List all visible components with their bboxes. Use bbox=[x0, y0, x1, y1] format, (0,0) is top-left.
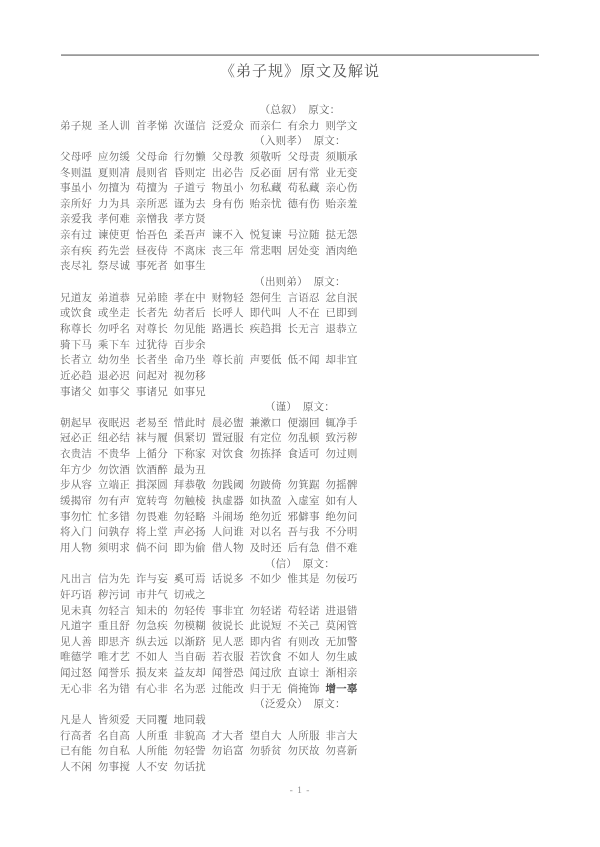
text-line: 人不闲 勿事搅 人不安 勿话扰 bbox=[60, 761, 206, 773]
section-header: （出则弟） 原文： bbox=[254, 277, 346, 289]
section-header: （信） 原文： bbox=[264, 558, 336, 570]
text-line: 冠必正 纽必结 袜与履 俱紧切 置冠服 有定位 勿乱顿 致污秽 bbox=[60, 433, 358, 445]
text-line: 亲有疾 药先尝 昼夜侍 不离床 丧三年 常悲咽 居处变 酒肉绝 bbox=[60, 245, 358, 257]
text-line: 丧尽礼 祭尽诚 事死者 如事生 bbox=[60, 261, 206, 273]
text-line: 事虽小 勿擅为 苟擅为 子道亏 物虽小 勿私藏 苟私藏 亲心伤 bbox=[60, 183, 358, 195]
emphasized-phrase: 增一辜 bbox=[325, 683, 358, 695]
text-line: 行高者 名自高 人所重 非貌高 才大者 望自大 人所服 非言大 bbox=[60, 730, 358, 742]
text-line: 近必趋 退必迟 问起对 视勿移 bbox=[60, 370, 206, 382]
section-header: （谨） 原文： bbox=[264, 402, 336, 414]
text-line: 事诸父 如事父 事诸兄 如事兄 bbox=[60, 386, 206, 398]
text-line: 事勿忙 忙多错 勿畏难 勿轻略 斗闹场 绝勿近 邪僻事 绝勿问 bbox=[60, 511, 358, 523]
text-line: 凡道字 重且舒 勿急疾 勿模糊 彼说长 此说短 不关己 莫闲管 bbox=[60, 621, 358, 633]
text-line: 亲有过 谏使更 怡吾色 柔吾声 谏不入 悦复谏 号泣随 挞无怨 bbox=[60, 230, 358, 242]
text-line: 称尊长 勿呼名 对尊长 勿见能 路遇长 疾趋揖 长无言 退恭立 bbox=[60, 323, 358, 335]
text-line: 唯德学 唯才艺 不如人 当自砺 若衣服 若饮食 不如人 勿生戚 bbox=[60, 652, 358, 664]
text-line: 将入门 问孰存 将上堂 声必扬 人问谁 对以名 吾与我 不分明 bbox=[60, 527, 358, 539]
text-line: 已有能 勿自私 人所能 勿轻訾 勿谄富 勿骄贫 勿厌故 勿喜新 bbox=[60, 746, 358, 758]
text-line: 年方少 勿饮酒 饮酒醉 最为丑 bbox=[60, 464, 206, 476]
text-line: 见人善 即思齐 纵去远 以渐跻 见人恶 即内省 有则改 无加警 bbox=[60, 636, 358, 648]
text-line: 无心非 名为错 有心非 名为恶 过能改 归于无 倘掩饰 增一辜 bbox=[60, 683, 358, 695]
page-number: - 1 - bbox=[289, 786, 311, 796]
text-line: 衣贵洁 不贵华 上循分 下称家 对饮食 勿拣择 食适可 勿过则 bbox=[60, 449, 358, 461]
document-body bbox=[60, 103, 540, 776]
text-line: 朝起早 夜眠迟 老易至 惜此时 晨必盥 兼漱口 便溺回 辄净手 bbox=[60, 417, 358, 429]
section-header: （入则孝） 原文： bbox=[254, 136, 346, 148]
page-title: 《弟子规》原文及解说 bbox=[219, 64, 380, 80]
text-line: 或饮食 或坐走 长者先 幼者后 长呼人 即代叫 人不在 已即到 bbox=[60, 308, 358, 320]
text-line: 父母呼 应勿缓 父母命 行勿懒 父母教 须敬听 父母责 须顺承 bbox=[60, 151, 358, 163]
text-line: 见未真 勿轻言 知未的 勿轻传 事非宜 勿轻诺 苟轻诺 进退错 bbox=[60, 605, 358, 617]
text-line: 长者立 幼勿坐 长者坐 命乃坐 尊长前 声要低 低不闻 却非宜 bbox=[60, 355, 358, 367]
text-line: 奸巧语 秽污词 市井气 切戒之 bbox=[60, 589, 206, 601]
section-header: （总叙） 原文： bbox=[259, 105, 341, 116]
text-line: 亲所好 力为具 亲所恶 谨为去 身有伤 贻亲忧 德有伤 贻亲羞 bbox=[60, 198, 358, 210]
text-line: 用人物 须明求 倘不问 即为偷 借人物 及时还 后有急 借不难 bbox=[60, 542, 358, 554]
text-line: 亲爱我 孝何难 亲憎我 孝方贤 bbox=[60, 214, 206, 226]
text-line: 凡出言 信为先 诈与妄 奚可焉 话说多 不如少 惟其是 勿佞巧 bbox=[60, 574, 358, 586]
text-line: 兄道友 弟道恭 兄弟睦 孝在中 财物轻 怨何生 言语忍 忿自泯 bbox=[60, 292, 358, 304]
text-line: 冬则温 夏则凊 晨则省 昏则定 出必告 反必面 居有常 业无变 bbox=[60, 167, 358, 179]
text-line: 缓揭帘 勿有声 宽转弯 勿触棱 执虚器 如执盈 入虚室 如有人 bbox=[60, 496, 358, 508]
text-line: 步从容 立端正 揖深圆 拜恭敬 勿践阈 勿跛倚 勿箕踞 勿摇髀 bbox=[60, 480, 358, 492]
text-line: 弟子规 圣人训 首孝悌 次谨信 泛爱众 而亲仁 有余力 则学文 bbox=[60, 120, 358, 132]
text-line: 闻过怒 闻誉乐 损友来 益友却 闻誉恐 闻过欣 直谅士 渐相亲 bbox=[60, 668, 358, 680]
header-rule bbox=[61, 54, 539, 56]
section-header: （泛爱众） 原文： bbox=[254, 699, 346, 711]
text-line: 凡是人 皆须爱 天同覆 地同载 bbox=[60, 714, 206, 726]
text-line: 骑下马 乘下车 过犹待 百步余 bbox=[60, 339, 206, 351]
